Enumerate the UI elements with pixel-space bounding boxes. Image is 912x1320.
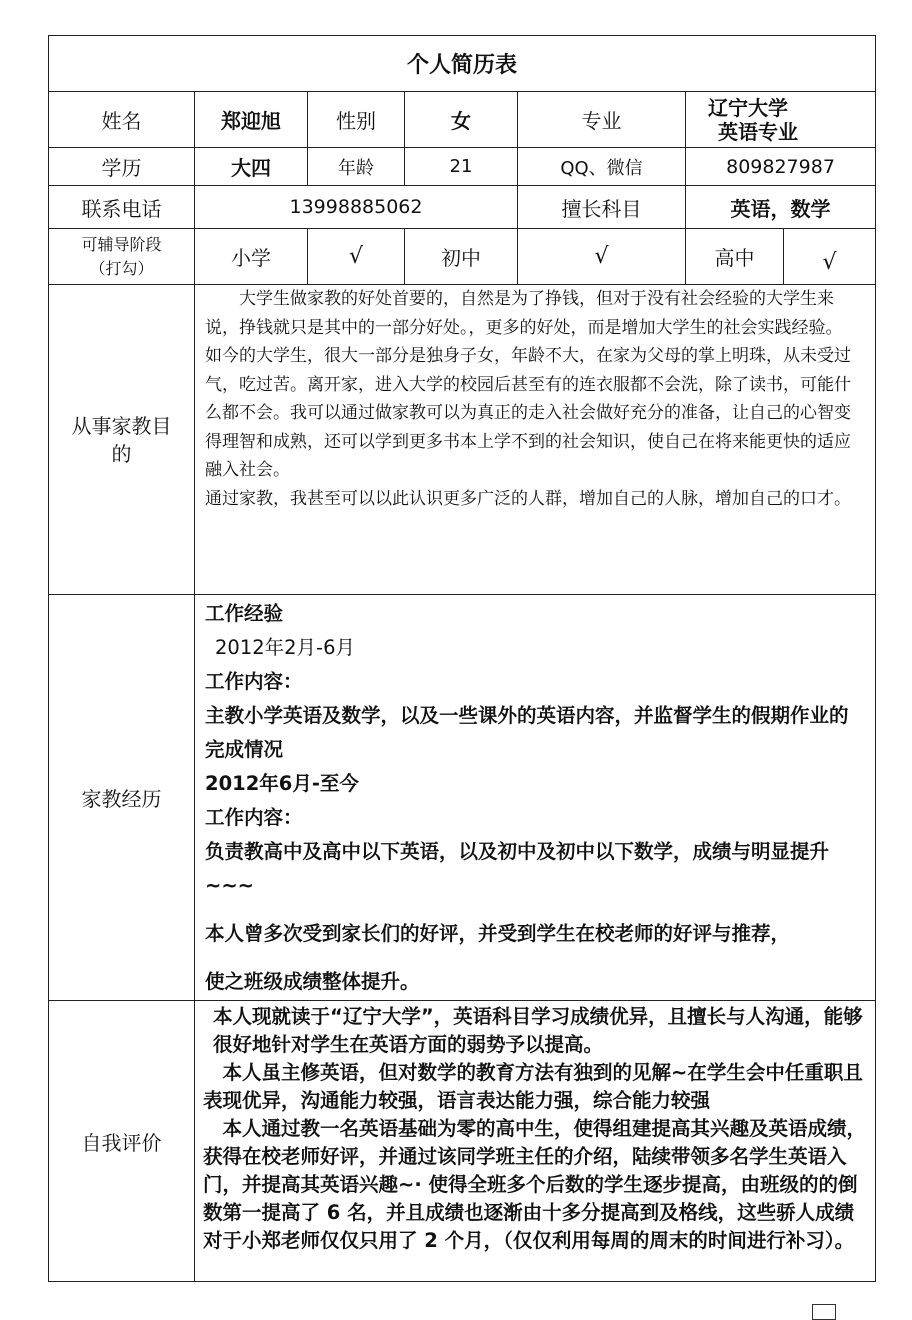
- self-evaluation-paragraph-1: 本人现就读于“辽宁大学”，英语科目学习成绩优异，且擅长与人沟通，能够很好地针对学生在英语方面的弱势予以提高。: [213, 1005, 863, 1056]
- stage-label: [49, 229, 195, 285]
- purpose-label: [49, 285, 195, 595]
- experience-content-1: 主教小学英语及数学，以及一些课外的英语内容，并监督学生的假期作业的完成情况: [205, 704, 849, 761]
- resume-table: [48, 35, 876, 1282]
- age-value: 21: [405, 148, 518, 186]
- senior-check: √: [784, 229, 876, 285]
- purpose-label-line2: 的: [111, 441, 132, 466]
- experience-content-4: 使之班级成绩整体提升。: [205, 970, 420, 993]
- major-value-line2: 英语专业: [718, 119, 798, 144]
- stage-label-line1: 可辅导阶段: [81, 234, 162, 254]
- purpose-paragraph-3: 通过家教，我甚至可以以此认识更多广泛的人群，增加自己的人脉，增加自己的口才。: [205, 488, 851, 509]
- resume-title: 个人简历表: [49, 36, 876, 92]
- primary-school-label: 小学: [195, 229, 308, 285]
- subject-label: 擅长科目: [518, 186, 686, 229]
- experience-content-label-1: 工作内容：: [205, 670, 303, 693]
- experience-period-2: 2012年6月-至今: [205, 772, 359, 795]
- experience-content: [195, 595, 876, 1001]
- phone-label: 联系电话: [49, 186, 195, 229]
- contact-label: QQ、微信: [518, 148, 686, 186]
- purpose-label-line1: 从事家教目: [71, 413, 172, 438]
- experience-label: 家教经历: [49, 595, 195, 1001]
- page-marker-icon: [812, 1304, 836, 1320]
- phone-value: 13998885062: [195, 186, 518, 229]
- experience-content-3: 本人曾多次受到家长们的好评，并受到学生在校老师的好评与推荐，: [205, 922, 791, 945]
- self-evaluation-paragraph-2: 本人虽主修英语，但对数学的教育方法有独到的见解~在学生会中任重职且表现优异，沟通能力较强，语言表达能力强，综合能力较强: [203, 1061, 863, 1112]
- major-value: [686, 92, 876, 148]
- contact-value: 809827987: [686, 148, 876, 186]
- self-evaluation-label: 自我评价: [49, 1001, 195, 1282]
- experience-content-label-2: 工作内容：: [205, 806, 303, 829]
- junior-school-label: 初中: [405, 229, 518, 285]
- junior-check: √: [518, 229, 686, 285]
- purpose-content: [195, 285, 876, 595]
- experience-heading: 工作经验: [205, 602, 284, 625]
- gender-label: 性别: [308, 92, 405, 148]
- name-value: 郑迎旭: [195, 92, 308, 148]
- self-evaluation-content: [195, 1001, 876, 1282]
- gender-value: 女: [405, 92, 518, 148]
- major-label: 专业: [518, 92, 686, 148]
- purpose-paragraph-1: 大学生做家教的好处首要的，自然是为了挣钱，但对于没有社会经验的大学生来说，挣钱就只是其中的一部分好处。，更多的好处，而是增加大学生的社会实践经验。: [205, 289, 843, 338]
- senior-school-label: 高中: [686, 229, 784, 285]
- education-label: 学历: [49, 148, 195, 186]
- major-value-line1: 辽宁大学: [708, 95, 788, 120]
- experience-period-1: 2012年2月-6月: [215, 636, 355, 659]
- subject-value: 英语，数学: [686, 186, 876, 229]
- purpose-paragraph-2: 如今的大学生，很大一部分是独身子女，年龄不大，在家为父母的掌上明珠，从未受过气，吃过苦。离开家，进入大学的校园后甚至有的连衣服都不会洗，除了读书，可能什么都不会。我可以通过做家教可以为真正的走入社会做好充分的准备，让自己的心智变得理智和成熟，还可以学到更多书本上学不到的社会知识，使自己在将来能更快的适应融入社会。: [205, 346, 851, 480]
- name-label: 姓名: [49, 92, 195, 148]
- stage-label-line2: （打勾）: [89, 258, 154, 278]
- education-value: 大四: [195, 148, 308, 186]
- experience-content-2: 负责教高中及高中以下英语，以及初中及初中以下数学，成绩与明显提升~~~: [205, 840, 830, 897]
- self-evaluation-paragraph-3: 本人通过教一名英语基础为零的高中生，使得组建提高其兴趣及英语成绩，获得在校老师好评，并通过该同学班主任的介绍，陆续带领多名学生英语入门，并提高其英语兴趣~· 使得全班多个后数的学生逐步提高，由班级的的倒数第一提高了 6 名，并且成绩也逐渐由十多分提高到及格线，这些骄人成绩对于小郑老师仅仅只用了 2 个月，（仅仅利用每周的周末的时间进行补习）。: [203, 1117, 867, 1252]
- primary-check: √: [308, 229, 405, 285]
- age-label: 年龄: [308, 148, 405, 186]
